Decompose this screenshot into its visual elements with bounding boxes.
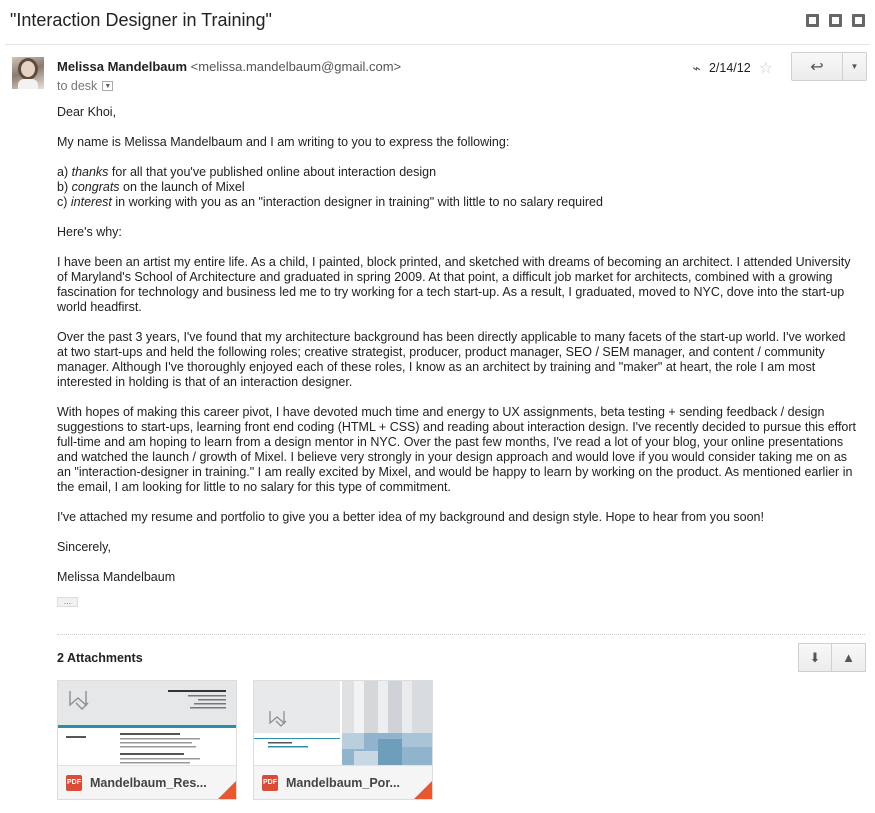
- paperclip-icon: ⌁: [692, 59, 701, 76]
- reply-button[interactable]: [791, 52, 843, 81]
- avatar[interactable]: [12, 57, 44, 89]
- new-window-icon[interactable]: [852, 14, 865, 27]
- paragraph: Over the past 3 years, I've found that my architecture background has been directly applicable to many facets of the start-up world. I've worked at two start-ups and held the following roles; creative strategist, producer, product manager, SEO / SEM manager, and content / community manager. Although I've thoroughly enjoyed each of these roles, I know as an architect by training and "maker" at heart, the role I am most interested in holding is that of an interaction designer.: [57, 330, 846, 389]
- resume-thumbnail: [58, 681, 236, 766]
- message-meta: [693, 58, 774, 78]
- download-all-button[interactable]: [798, 643, 832, 672]
- message-body: [57, 105, 857, 608]
- corner-fold-icon: [414, 781, 432, 799]
- paragraph: I have been an artist my entire life. As a child, I painted, block printed, and sketched with dreams of becoming an architect. I attended University of Maryland's School of Architecture and graduated in spring 2009. At that point, a difficult job market for architects, combined with a growing fascination for technology and business led me to try working for a tech start-up. As a result, I graduated, moved to NYC, dove into the start-up world headfirst.: [57, 255, 851, 314]
- reasons-list: [57, 165, 857, 210]
- attachments-heading: 2 Attachments: [57, 651, 143, 665]
- star-icon[interactable]: ☆: [758, 60, 773, 77]
- intro: My name is Melissa Mandelbaum and I am writing to you to express the following:: [57, 135, 510, 149]
- download-icon: ⬇: [809, 649, 821, 665]
- closing: Sincerely,: [57, 540, 111, 554]
- recipient-line: [57, 79, 113, 93]
- why-line: Here's why:: [57, 225, 122, 239]
- recipient-label: to desk: [57, 79, 98, 93]
- chevron-down-icon[interactable]: ▼: [102, 81, 113, 91]
- attachments-actions: [798, 643, 866, 672]
- chevron-down-icon: ▼: [850, 62, 859, 71]
- paragraph: With hopes of making this career pivot, I have devoted much time and energy to UX assignments, beta testing + sending feedback / design suggestions to start-ups, learning front end coding (HTML + CSS) and reading about interaction design. I've recently decided to pursue this effort full-time and am hoping to learn from a design mentor in NYC. Over the past few months, I've read a lot of your blog, your online presentations and watched the launch / growth of Mixel. I believe very strongly in your design approach and would love if you would consider taking me on as an "interaction-designer in training." I am really excited by Mixel, and would be happy to learn by working on the product. As mentioned earlier in the email, I am looking for little to no salary for this type of commitment.: [57, 405, 857, 494]
- sender-line: [57, 59, 401, 74]
- save-to-drive-button[interactable]: [832, 643, 866, 672]
- more-actions-button[interactable]: [843, 52, 867, 81]
- signature: Melissa Mandelbaum: [57, 570, 176, 584]
- show-trimmed-button[interactable]: ...: [57, 597, 78, 607]
- attachment-filename[interactable]: Mandelbaum_Res...: [90, 775, 207, 790]
- attachment-filename[interactable]: Mandelbaum_Por...: [286, 775, 400, 790]
- pdf-icon: PDF: [262, 775, 278, 791]
- paragraph: I've attached my resume and portfolio to give you a better idea of my background and design style. Hope to hear from you soon!: [57, 510, 764, 524]
- message-date: 2/14/12: [708, 61, 751, 75]
- corner-fold-icon: [218, 781, 236, 799]
- attachment-card[interactable]: [253, 680, 433, 800]
- popout-icon[interactable]: [806, 14, 819, 27]
- reply-group: [791, 52, 867, 81]
- drive-icon: ▲: [842, 650, 855, 665]
- attachment-bar: [58, 765, 236, 799]
- pdf-icon: PDF: [66, 775, 82, 791]
- portfolio-thumbnail: [254, 681, 432, 766]
- attachment-bar: [254, 765, 432, 799]
- list-item: a) thanks for all that you've published online about interaction design: [57, 165, 437, 179]
- sender-name[interactable]: Melissa Mandelbaum: [57, 59, 188, 74]
- reply-icon: ↩: [810, 58, 824, 76]
- list-item: b) congrats on the launch of Mixel: [57, 180, 245, 194]
- greeting: Dear Khoi,: [57, 105, 117, 119]
- attachment-card[interactable]: [57, 680, 237, 800]
- header-divider: [5, 44, 870, 45]
- sender-email: <melissa.mandelbaum@gmail.com>: [190, 59, 402, 74]
- email-subject: "Interaction Designer in Training": [10, 10, 272, 30]
- list-item: c) interest in working with you as an "interaction designer in training" with little to no salary required: [57, 195, 603, 209]
- top-actions: [806, 14, 865, 27]
- attachments-divider: [57, 634, 865, 635]
- print-icon[interactable]: [829, 14, 842, 27]
